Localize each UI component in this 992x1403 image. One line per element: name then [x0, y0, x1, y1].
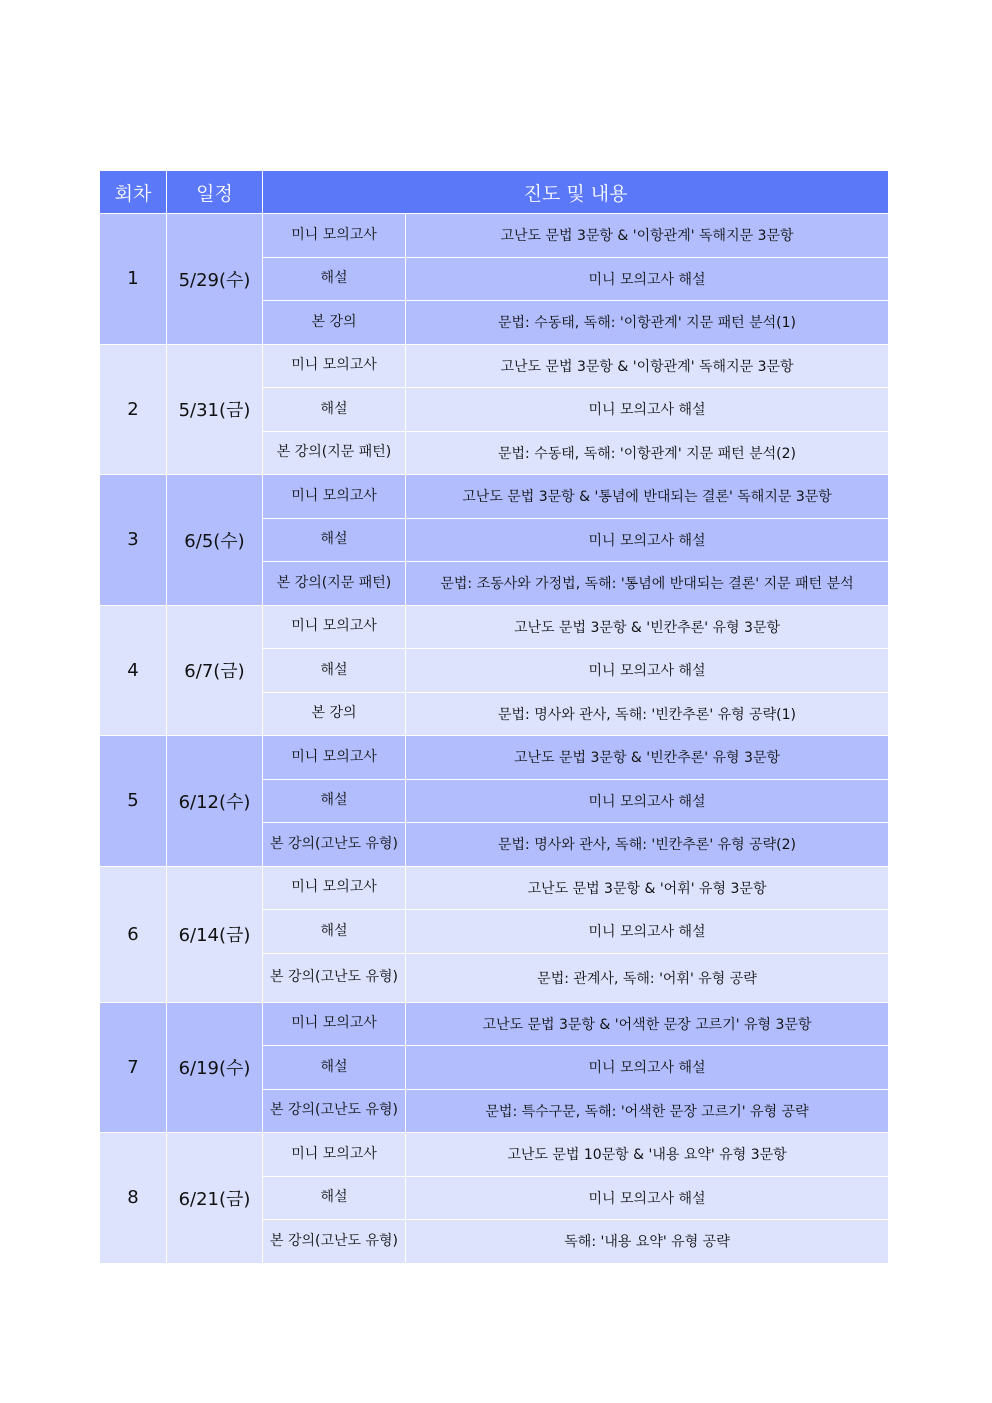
content-cell: 미니 모의고사 해설: [406, 649, 889, 693]
type-cell: 해설: [263, 518, 406, 562]
type-cell: 미니 모의고사: [263, 1133, 406, 1177]
table-row: [100, 866, 889, 910]
content-cell: 문법: 명사와 관사, 독해: '빈칸추론' 유형 공략(1): [406, 692, 889, 736]
round-cell: 2: [100, 344, 167, 475]
type-cell: 본 강의(고난도 유형): [263, 953, 406, 1002]
type-cell: 미니 모의고사: [263, 605, 406, 649]
content-cell: 고난도 문법 3문항 & '빈칸추론' 유형 3문항: [406, 736, 889, 780]
content-cell: 고난도 문법 10문항 & '내용 요약' 유형 3문항: [406, 1133, 889, 1177]
table-row: [100, 736, 889, 780]
header-content: 진도 및 내용: [263, 171, 889, 214]
table-row: [100, 605, 889, 649]
header-row: [100, 171, 889, 214]
content-cell: 고난도 문법 3문항 & '이항관계' 독해지문 3문항: [406, 214, 889, 258]
table-row: [100, 475, 889, 519]
round-cell: 8: [100, 1133, 167, 1264]
header-round: 회차: [100, 171, 167, 214]
type-cell: 미니 모의고사: [263, 736, 406, 780]
type-cell: 해설: [263, 779, 406, 823]
content-cell: 미니 모의고사 해설: [406, 518, 889, 562]
date-cell: 6/5(수): [167, 475, 263, 606]
type-cell: 미니 모의고사: [263, 475, 406, 519]
type-cell: 본 강의: [263, 301, 406, 345]
type-cell: 해설: [263, 1176, 406, 1220]
type-cell: 해설: [263, 649, 406, 693]
type-cell: 미니 모의고사: [263, 866, 406, 910]
table-row: [100, 1133, 889, 1177]
round-cell: 3: [100, 475, 167, 606]
round-cell: 5: [100, 736, 167, 867]
type-cell: 미니 모의고사: [263, 344, 406, 388]
type-cell: 본 강의(지문 패턴): [263, 562, 406, 606]
type-cell: 해설: [263, 910, 406, 954]
type-cell: 미니 모의고사: [263, 214, 406, 258]
content-cell: 문법: 명사와 관사, 독해: '빈칸추론' 유형 공략(2): [406, 823, 889, 867]
type-cell: 본 강의(고난도 유형): [263, 1220, 406, 1264]
round-cell: 6: [100, 866, 167, 1002]
content-cell: 미니 모의고사 해설: [406, 910, 889, 954]
date-cell: 6/21(금): [167, 1133, 263, 1264]
type-cell: 미니 모의고사: [263, 1002, 406, 1046]
content-cell: 고난도 문법 3문항 & '통념에 반대되는 결론' 독해지문 3문항: [406, 475, 889, 519]
content-cell: 미니 모의고사 해설: [406, 1176, 889, 1220]
type-cell: 본 강의(고난도 유형): [263, 823, 406, 867]
type-cell: 본 강의(고난도 유형): [263, 1089, 406, 1133]
date-cell: 5/31(금): [167, 344, 263, 475]
content-cell: 문법: 특수구문, 독해: '어색한 문장 고르기' 유형 공략: [406, 1089, 889, 1133]
table-row: [100, 344, 889, 388]
table-row: [100, 214, 889, 258]
content-cell: 문법: 조동사와 가정법, 독해: '통념에 반대되는 결론' 지문 패턴 분석: [406, 562, 889, 606]
content-cell: 독해: '내용 요약' 유형 공략: [406, 1220, 889, 1264]
content-cell: 문법: 수동태, 독해: '이항관계' 지문 패턴 분석(1): [406, 301, 889, 345]
type-cell: 해설: [263, 388, 406, 432]
type-cell: 본 강의: [263, 692, 406, 736]
header-schedule: 일정: [167, 171, 263, 214]
round-cell: 4: [100, 605, 167, 736]
content-cell: 미니 모의고사 해설: [406, 779, 889, 823]
table-row: [100, 1002, 889, 1046]
content-cell: 고난도 문법 3문항 & '어휘' 유형 3문항: [406, 866, 889, 910]
schedule-table: [99, 170, 889, 1264]
content-cell: 문법: 수동태, 독해: '이항관계' 지문 패턴 분석(2): [406, 431, 889, 475]
content-cell: 미니 모의고사 해설: [406, 388, 889, 432]
content-cell: 고난도 문법 3문항 & '빈칸추론' 유형 3문항: [406, 605, 889, 649]
date-cell: 5/29(수): [167, 214, 263, 345]
type-cell: 본 강의(지문 패턴): [263, 431, 406, 475]
date-cell: 6/19(수): [167, 1002, 263, 1133]
content-cell: 미니 모의고사 해설: [406, 1046, 889, 1090]
content-cell: 미니 모의고사 해설: [406, 257, 889, 301]
content-cell: 고난도 문법 3문항 & '어색한 문장 고르기' 유형 3문항: [406, 1002, 889, 1046]
round-cell: 1: [100, 214, 167, 345]
date-cell: 6/7(금): [167, 605, 263, 736]
round-cell: 7: [100, 1002, 167, 1133]
date-cell: 6/12(수): [167, 736, 263, 867]
content-cell: 문법: 관계사, 독해: '어휘' 유형 공략: [406, 953, 889, 1002]
date-cell: 6/14(금): [167, 866, 263, 1002]
type-cell: 해설: [263, 1046, 406, 1090]
content-cell: 고난도 문법 3문항 & '이항관계' 독해지문 3문항: [406, 344, 889, 388]
type-cell: 해설: [263, 257, 406, 301]
